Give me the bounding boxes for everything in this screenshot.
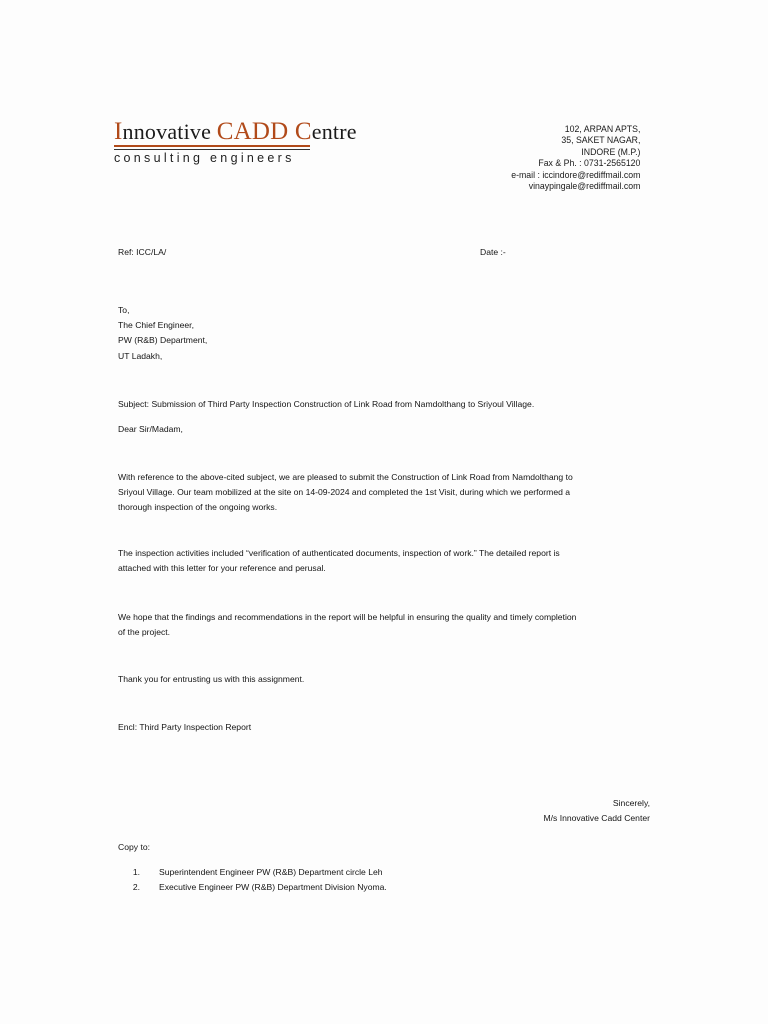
recipient-line: The Chief Engineer, xyxy=(118,320,194,331)
paragraph-line: attached with this letter for your reference and perusal. xyxy=(118,563,326,574)
body-paragraph xyxy=(118,546,658,576)
company-name-part: nnovative xyxy=(122,119,217,144)
recipient-address xyxy=(118,303,207,364)
copy-to-label: Copy to: xyxy=(118,842,151,852)
company-tagline: consulting engineers xyxy=(114,151,295,165)
company-name-part: entre xyxy=(311,119,357,144)
body-paragraph xyxy=(118,470,658,516)
logo-rule xyxy=(114,149,310,150)
enclosure-note: Encl: Third Party Inspection Report xyxy=(118,722,252,732)
salutation: Dear Sir/Madam, xyxy=(118,424,183,434)
paragraph-line: thorough inspection of the ongoing works. xyxy=(118,502,278,513)
recipient-line: PW (R&B) Department, xyxy=(118,335,208,346)
reference-number: Ref: ICC/LA/ xyxy=(118,247,167,257)
closing: Sincerely, xyxy=(612,798,650,808)
company-name-part: C xyxy=(294,118,312,145)
paragraph-line: The inspection activities included “verification of authenticated documents, inspection of work.” The detailed report is xyxy=(118,548,560,558)
body-paragraph xyxy=(118,610,658,640)
address-line: 35, SAKET NAGAR, xyxy=(560,135,640,147)
company-name-part: I xyxy=(114,118,123,145)
company-address xyxy=(511,124,640,192)
contact-phone: Fax & Ph. : 0731-2565120 xyxy=(537,158,640,170)
company-name xyxy=(114,118,357,146)
company-name-part: CADD xyxy=(216,118,295,145)
signature-block xyxy=(543,796,650,826)
list-text: Executive Engineer PW (R&B) Department Division Nyoma. xyxy=(159,882,387,893)
letter-subject: Subject: Submission of Third Party Inspection Construction of Link Road from Namdolthang to Sriyoul Village. xyxy=(118,399,535,409)
contact-email: vinaypingale@rediffmail.com xyxy=(528,181,640,193)
list-number: 1. xyxy=(132,867,140,877)
body-paragraph: Thank you for entrusting us with this assignment. xyxy=(118,674,305,684)
logo-rule xyxy=(114,145,310,147)
copy-to-list xyxy=(118,865,387,895)
recipient-line: UT Ladakh, xyxy=(118,350,163,361)
contact-email: e-mail : iccindore@rediffmail.com xyxy=(510,169,640,181)
list-number: 2. xyxy=(132,882,140,893)
signatory: M/s Innovative Cadd Center xyxy=(543,813,650,824)
paragraph-line: of the project. xyxy=(118,627,171,638)
recipient-line: To, xyxy=(118,305,130,315)
paragraph-line: Sriyoul Village. Our team mobilized at the site on 14-09-2024 and completed the 1st Visit, during which we performed a xyxy=(118,487,571,498)
company-logo xyxy=(114,118,357,165)
list-item xyxy=(118,865,387,880)
paragraph-line: With reference to the above-cited subject, we are pleased to submit the Construction of Link Road from Namdolthang to xyxy=(118,472,573,482)
address-line: INDORE (M.P.) xyxy=(580,146,640,158)
letter-date: Date :- xyxy=(480,247,506,257)
address-line: 102, ARPAN APTS, xyxy=(564,124,640,135)
list-text: Superintendent Engineer PW (R&B) Department circle Leh xyxy=(159,867,383,877)
paragraph-line: We hope that the findings and recommendations in the report will be helpful in ensuring the quality and timely completion xyxy=(118,612,577,622)
list-item xyxy=(118,880,387,895)
